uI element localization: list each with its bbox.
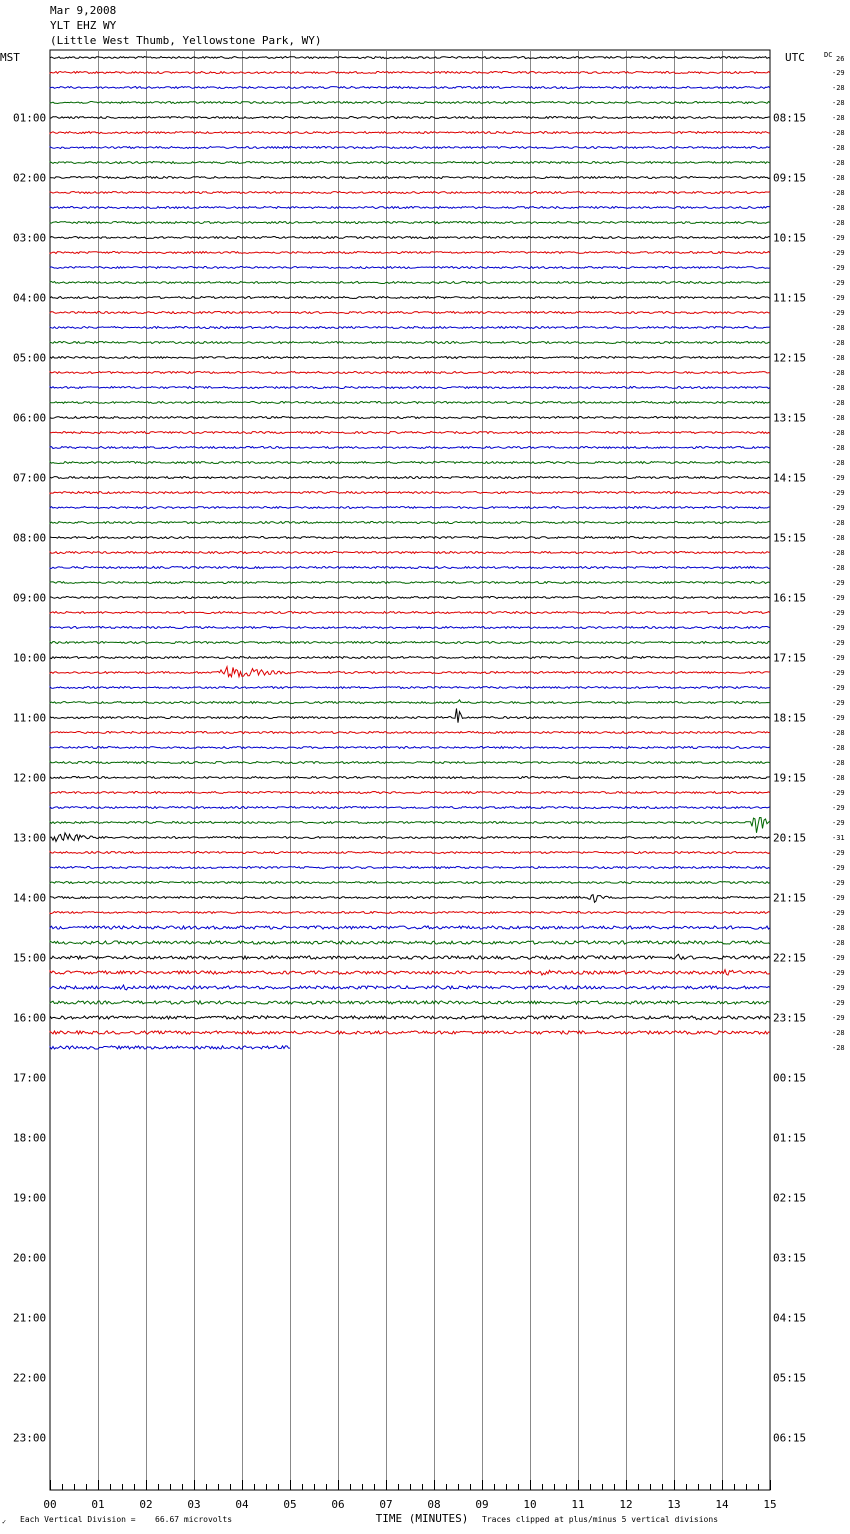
utc-hour-label: 15:15: [773, 531, 807, 545]
dc-offset-label: -28: [832, 534, 845, 542]
utc-hour-label: 03:15: [773, 1251, 807, 1265]
dc-offset-label: -28: [832, 729, 845, 737]
seismic-trace: [50, 1031, 770, 1034]
seismic-trace: [50, 387, 770, 389]
dc-offset-label: -28: [832, 1029, 845, 1037]
dc-offset-label: -28: [832, 399, 845, 407]
x-tick-label: 01: [91, 1498, 105, 1511]
dc-offset-label: -29: [832, 999, 845, 1007]
mst-hour-label: 04:00: [13, 291, 47, 305]
seismic-trace: [50, 417, 770, 419]
dc-offset-label: -28: [832, 324, 845, 332]
dc-offset-label: -29: [832, 864, 845, 872]
dc-offset-label: -28: [832, 189, 845, 197]
seismic-trace: [50, 132, 770, 134]
seismic-trace: [50, 402, 770, 404]
seismic-trace: [50, 177, 770, 179]
x-tick-label: 04: [235, 1498, 249, 1511]
dc-offset-label: -29: [832, 249, 845, 257]
x-tick-label: 03: [187, 1498, 201, 1511]
header-location: (Little West Thumb, Yellowstone Park, WY): [50, 34, 322, 47]
dc-offset-label: -29: [832, 69, 845, 77]
dc-offset-label: -29: [832, 969, 845, 977]
mst-hour-label: 10:00: [13, 651, 47, 665]
dc-offset-label: -29: [832, 669, 845, 677]
utc-hour-label: 21:15: [773, 891, 807, 905]
mst-axis-label: MST: [0, 51, 20, 64]
mst-hour-label: 22:00: [13, 1371, 47, 1385]
x-tick-label: 06: [331, 1498, 345, 1511]
utc-hour-label: 06:15: [773, 1431, 807, 1445]
dc-offset-label: -28: [832, 519, 845, 527]
dc-offset-label: -29: [832, 474, 845, 482]
dc-offset-label: -29: [832, 699, 845, 707]
utc-hour-label: 13:15: [773, 411, 807, 425]
dc-offset-label: -29: [832, 984, 845, 992]
dc-offset-label: -28: [832, 444, 845, 452]
seismic-trace: [50, 612, 770, 614]
utc-hour-label: 16:15: [773, 591, 807, 605]
x-tick-label: 02: [139, 1498, 153, 1511]
utc-hour-label: 22:15: [773, 951, 807, 965]
mst-hour-label: 06:00: [13, 411, 47, 425]
dc-offset-label: -28: [832, 759, 845, 767]
seismic-trace: [50, 1046, 290, 1049]
x-axis-title: TIME (MINUTES): [375, 1512, 469, 1525]
seismic-trace: [50, 222, 770, 224]
utc-hour-label: 11:15: [773, 291, 807, 305]
dc-offset-label: -29: [832, 849, 845, 857]
utc-hour-label: 01:15: [773, 1131, 807, 1145]
utc-hour-label: 04:15: [773, 1311, 807, 1325]
seismic-trace: [50, 667, 770, 677]
mst-hour-label: 05:00: [13, 351, 47, 365]
seismic-trace: [50, 537, 770, 539]
dc-offset-label: -28: [832, 939, 845, 947]
dc-offset-label: -29: [832, 804, 845, 812]
utc-hour-label: 14:15: [773, 471, 807, 485]
seismic-trace: [50, 447, 770, 449]
seismic-trace: [50, 342, 770, 344]
seismic-trace: [50, 970, 770, 975]
utc-hour-label: 18:15: [773, 711, 807, 725]
dc-offset-label: -29: [832, 894, 845, 902]
mst-hour-label: 15:00: [13, 951, 47, 965]
dc-offset-label: -28: [832, 339, 845, 347]
dc-offset-label: -29: [832, 609, 845, 617]
seismic-trace: [50, 327, 770, 329]
seismic-trace: [50, 72, 770, 74]
seismic-trace: [50, 985, 770, 990]
seismic-trace: [50, 192, 770, 194]
mst-hour-label: 07:00: [13, 471, 47, 485]
x-tick-label: 00: [43, 1498, 57, 1511]
axis-labels: [0, 51, 845, 1526]
seismic-trace: [50, 926, 770, 929]
seismic-trace: [50, 954, 770, 959]
dc-offset-label: -29: [832, 234, 845, 242]
corner-mark: ✓: [2, 1518, 7, 1526]
seismic-trace: [50, 818, 770, 833]
seismic-trace: [50, 147, 770, 149]
dc-offset-label: -29: [832, 504, 845, 512]
utc-hour-label: 08:15: [773, 111, 807, 125]
dc-offset-label: -28: [832, 99, 845, 107]
seismic-trace: [50, 582, 770, 584]
mst-hour-label: 20:00: [13, 1251, 47, 1265]
seismic-trace: [50, 807, 770, 809]
seismic-trace: [50, 462, 770, 464]
dc-label: DC: [824, 51, 833, 59]
dc-offset-label: -29: [832, 1014, 845, 1022]
dc-offset-label: -28: [832, 144, 845, 152]
dc-offset-label: -28: [832, 354, 845, 362]
x-tick-label: 15: [763, 1498, 777, 1511]
dc-offset-label: -29: [832, 309, 845, 317]
dc-offset-label: -28: [832, 174, 845, 182]
dc-offset-label: -29: [832, 909, 845, 917]
seismic-trace: [50, 477, 770, 479]
utc-hour-label: 17:15: [773, 651, 807, 665]
seismic-trace: [50, 657, 770, 659]
seismic-trace: [50, 567, 770, 569]
dc-offset-label: -29: [832, 714, 845, 722]
dc-offset-label: -29: [832, 879, 845, 887]
dc-offset-label: -29: [832, 279, 845, 287]
x-tick-label: 14: [715, 1498, 729, 1511]
utc-hour-label: 09:15: [773, 171, 807, 185]
seismic-trace: [50, 700, 770, 704]
dc-offset-label: -29: [832, 684, 845, 692]
dc-offset-label: -28: [832, 369, 845, 377]
dc-offset-label: -28: [832, 429, 845, 437]
mst-hour-label: 03:00: [13, 231, 47, 245]
mst-hour-label: 11:00: [13, 711, 47, 725]
seismic-trace: [50, 792, 770, 794]
mst-hour-label: 17:00: [13, 1071, 47, 1085]
mst-hour-label: 08:00: [13, 531, 47, 545]
dc-offset-label: -28: [832, 774, 845, 782]
mst-hour-label: 01:00: [13, 111, 47, 125]
seismic-trace: [50, 87, 770, 89]
x-tick-label: 12: [619, 1498, 633, 1511]
seismic-trace: [50, 282, 770, 284]
seismic-trace: [50, 57, 770, 59]
x-tick-label: 11: [571, 1498, 585, 1511]
dc-offset-label: -29: [832, 639, 845, 647]
dc-offset-label: -28: [832, 129, 845, 137]
seismic-trace: [50, 492, 770, 494]
dc-offset-label: -29: [832, 294, 845, 302]
seismic-trace: [50, 627, 770, 629]
seismic-trace: [50, 372, 770, 374]
dc-offset-label: -28: [832, 564, 845, 572]
dc-offset-label: -28: [832, 84, 845, 92]
mst-hour-label: 09:00: [13, 591, 47, 605]
dc-offset-label: -28: [832, 114, 845, 122]
utc-hour-label: 05:15: [773, 1371, 807, 1385]
mst-hour-label: 21:00: [13, 1311, 47, 1325]
dc-offset-label: -28: [832, 1044, 845, 1052]
seismic-trace: [50, 522, 770, 524]
seismic-trace: [50, 941, 770, 944]
seismic-trace: [50, 432, 770, 434]
seismic-trace: [50, 357, 770, 359]
seismic-trace: [50, 1016, 770, 1020]
seismic-trace: [50, 732, 770, 734]
utc-hour-label: 23:15: [773, 1011, 807, 1025]
mst-hour-label: 16:00: [13, 1011, 47, 1025]
seismic-trace: [50, 117, 770, 119]
seismic-trace: [50, 687, 770, 689]
utc-hour-label: 20:15: [773, 831, 807, 845]
seismic-trace: [50, 747, 770, 749]
seismic-trace: [50, 912, 770, 914]
dc-offset-label: -29: [832, 264, 845, 272]
mst-hour-label: 23:00: [13, 1431, 47, 1445]
dc-offset-label: -29: [832, 654, 845, 662]
seismic-trace: [50, 708, 770, 722]
seismic-trace: [50, 1001, 770, 1004]
utc-hour-label: 02:15: [773, 1191, 807, 1205]
mst-hour-label: 14:00: [13, 891, 47, 905]
dc-offset-label: -28: [832, 924, 845, 932]
mst-hour-label: 13:00: [13, 831, 47, 845]
dc-offset-label: -28: [832, 459, 845, 467]
dc-offset-label: 26: [836, 55, 845, 63]
clip-note: Traces clipped at plus/minus 5 vertical divisions: [482, 1515, 719, 1524]
seismic-trace: [50, 297, 770, 299]
utc-hour-label: 12:15: [773, 351, 807, 365]
seismic-trace: [50, 237, 770, 239]
seismic-trace: [50, 267, 770, 269]
seismic-trace: [50, 207, 770, 209]
dc-offset-label: -29: [832, 489, 845, 497]
dc-offset-label: -28: [832, 414, 845, 422]
seismic-trace: [50, 597, 770, 599]
seismic-trace: [50, 882, 770, 884]
dc-offset-label: -29: [832, 624, 845, 632]
seismic-trace: [50, 312, 770, 314]
dc-offset-label: -29: [832, 789, 845, 797]
dc-offset-label: -28: [832, 219, 845, 227]
header-station: YLT EHZ WY: [50, 19, 117, 32]
dc-offset-label: -28: [832, 159, 845, 167]
x-tick-label: 07: [379, 1498, 393, 1511]
utc-hour-label: 00:15: [773, 1071, 807, 1085]
mst-hour-label: 18:00: [13, 1131, 47, 1145]
x-tick-label: 08: [427, 1498, 441, 1511]
division-label: Each Vertical Division =: [20, 1515, 136, 1524]
dc-offset-label: -31: [832, 834, 845, 842]
x-tick-label: 10: [523, 1498, 537, 1511]
x-tick-label: 05: [283, 1498, 297, 1511]
seismic-trace: [50, 895, 770, 903]
seismic-trace: [50, 507, 770, 509]
seismic-trace: [50, 162, 770, 164]
seismic-trace: [50, 252, 770, 254]
division-value: 66.67 microvolts: [155, 1515, 233, 1524]
trace-group: [50, 57, 770, 1050]
seismic-trace: [50, 102, 770, 104]
dc-offset-label: -28: [832, 204, 845, 212]
dc-offset-label: -29: [832, 579, 845, 587]
header-date: Mar 9,2008: [50, 4, 117, 17]
x-tick-label: 09: [475, 1498, 489, 1511]
dc-offset-label: -29: [832, 594, 845, 602]
x-tick-label: 13: [667, 1498, 681, 1511]
dc-offset-label: -29: [832, 954, 845, 962]
seismic-trace: [50, 777, 770, 779]
seismic-trace: [50, 642, 770, 644]
seismic-trace: [50, 867, 770, 869]
seismic-trace: [50, 852, 770, 854]
dc-offset-label: -29: [832, 819, 845, 827]
utc-hour-label: 19:15: [773, 771, 807, 785]
seismic-trace: [50, 762, 770, 764]
mst-hour-label: 02:00: [13, 171, 47, 185]
utc-hour-label: 10:15: [773, 231, 807, 245]
dc-offset-label: -28: [832, 384, 845, 392]
dc-offset-label: -28: [832, 744, 845, 752]
seismic-trace: [50, 552, 770, 554]
mst-hour-label: 12:00: [13, 771, 47, 785]
utc-axis-label: UTC: [785, 51, 805, 64]
dc-offset-label: -28: [832, 549, 845, 557]
seismic-trace: [50, 833, 770, 842]
mst-hour-label: 19:00: [13, 1191, 47, 1205]
